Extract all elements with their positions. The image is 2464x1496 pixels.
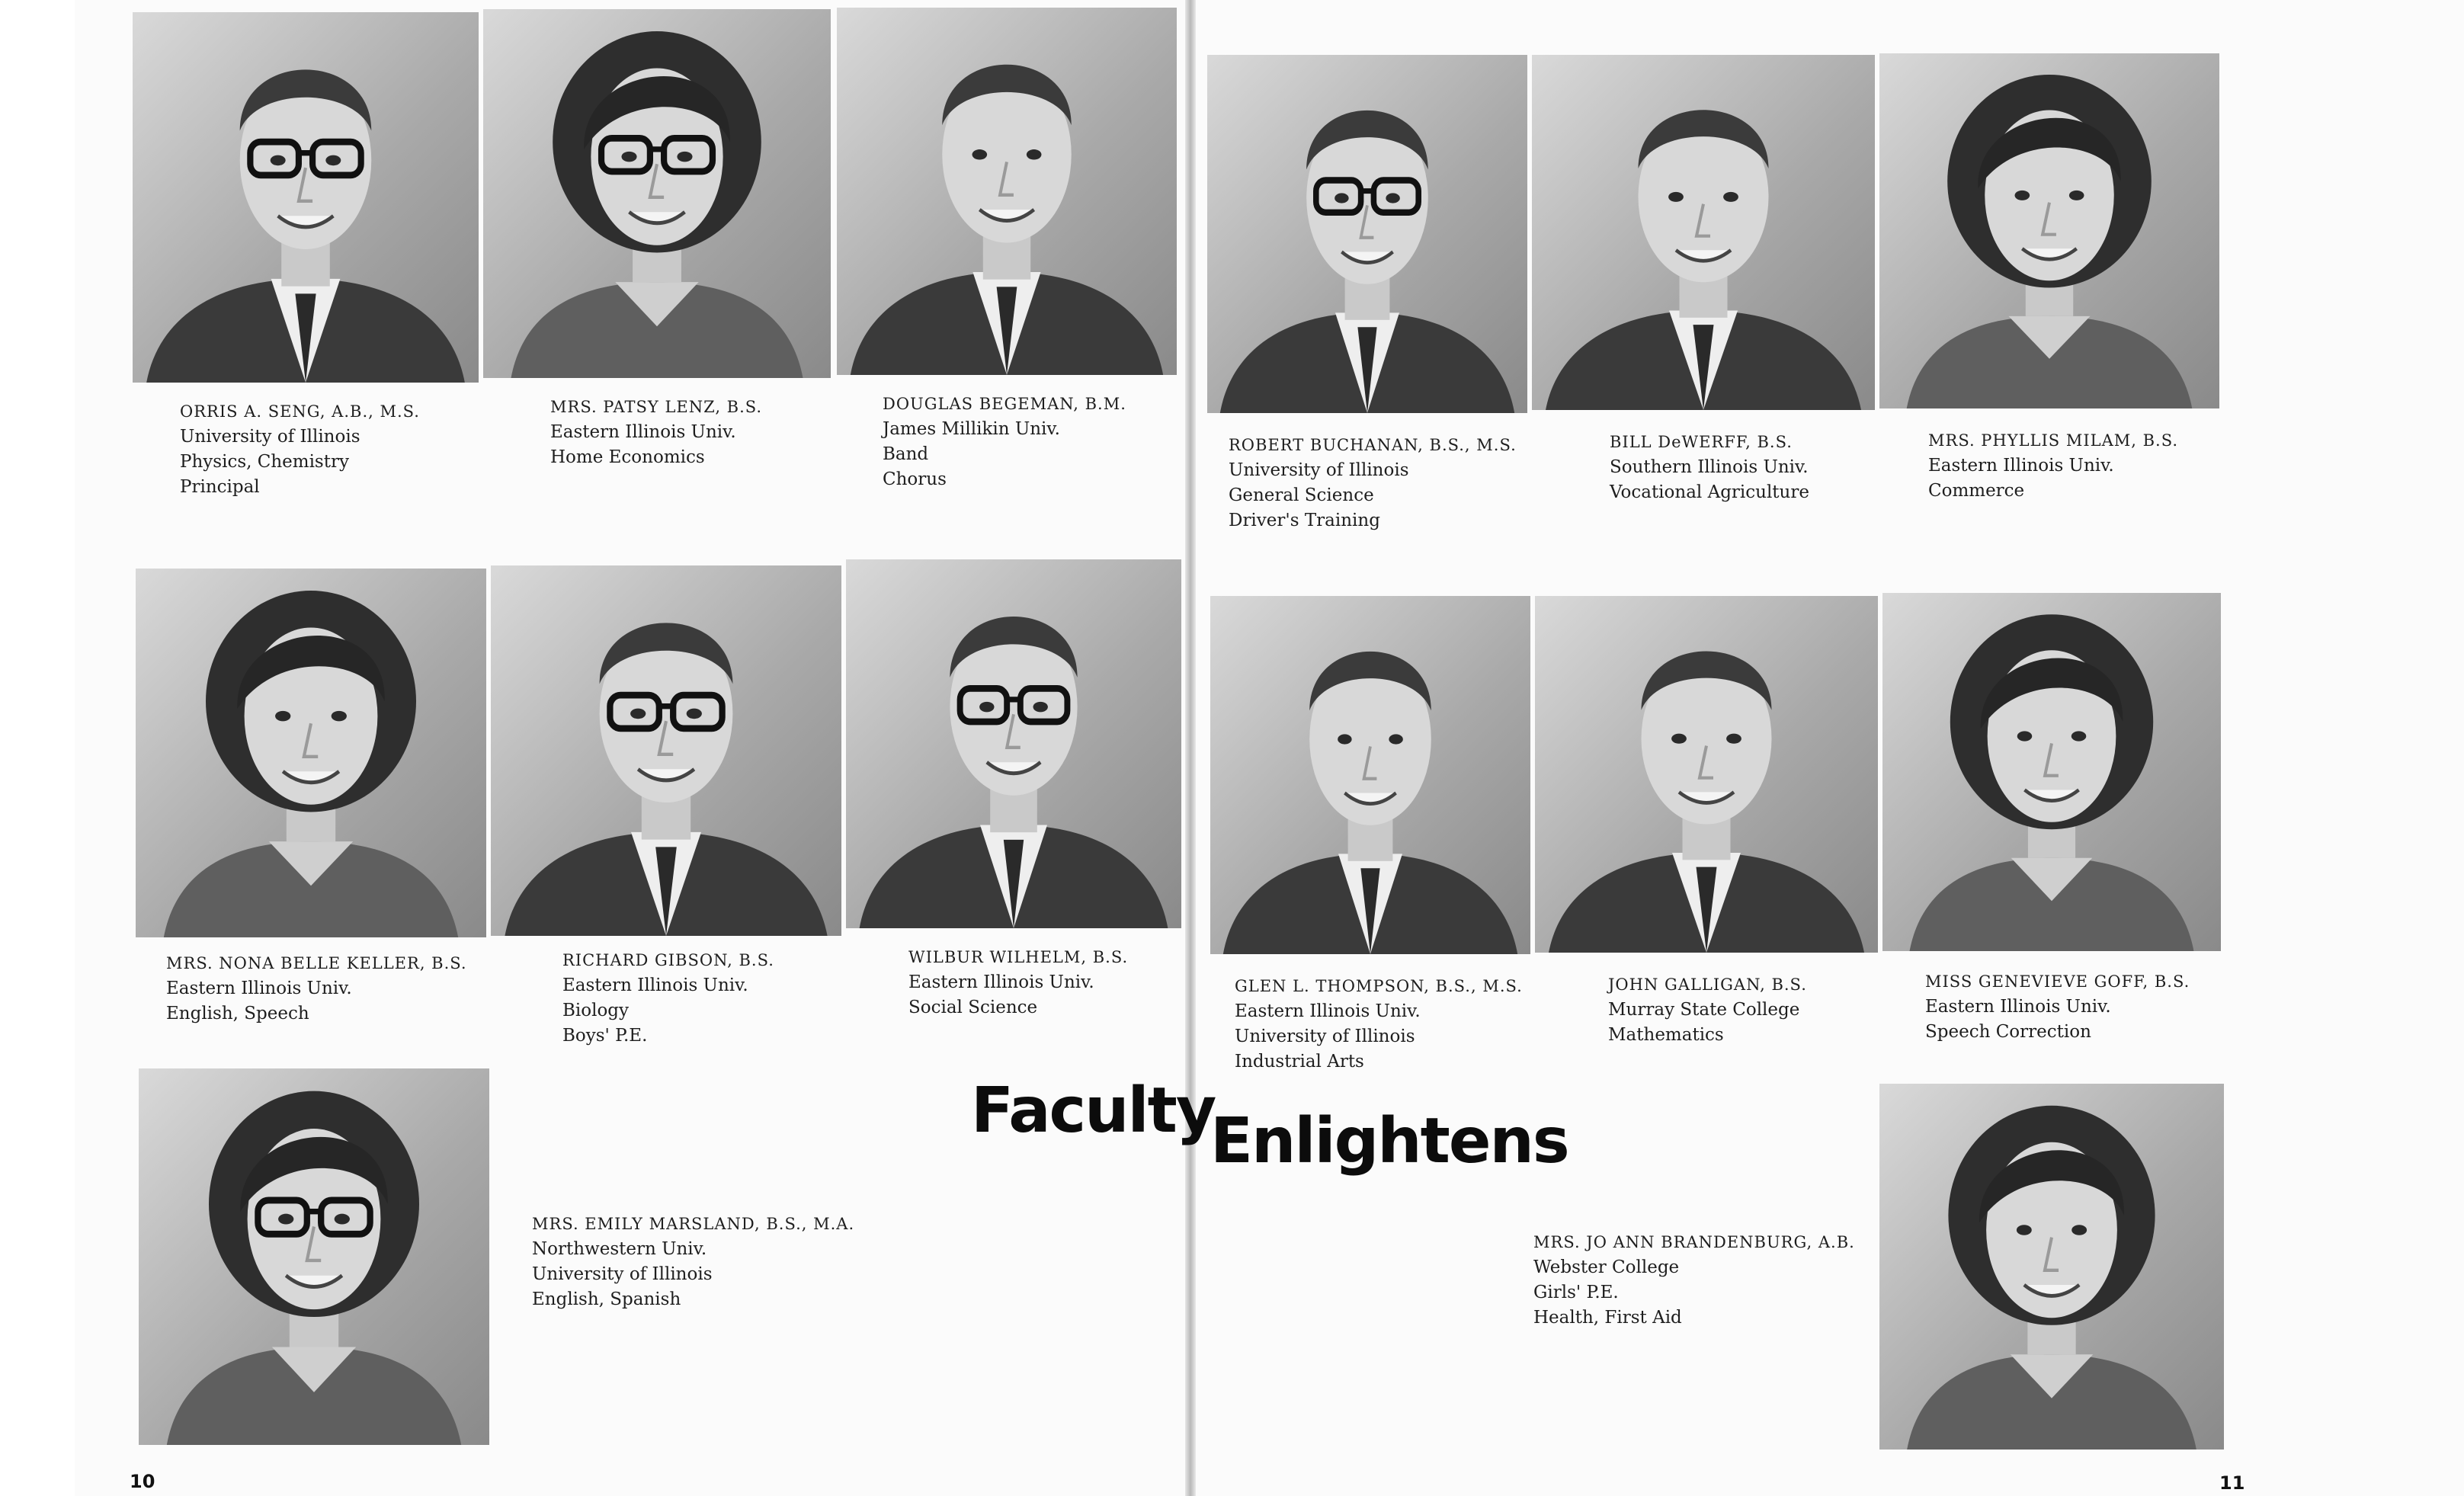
faculty-detail-line: Vocational Agriculture (1610, 482, 1809, 502)
faculty-detail-line: Speech Correction (1925, 1022, 2091, 1042)
faculty-detail-line: Eastern Illinois Univ. (1928, 456, 2114, 476)
faculty-name: MRS. PATSY LENZ, B.S. (550, 398, 763, 416)
faculty-name: MRS. JO ANN BRANDENBURG, A.B. (1533, 1233, 1855, 1251)
page-gutter (1185, 0, 1196, 1496)
faculty-detail-line: Webster College (1533, 1257, 1680, 1277)
faculty-caption (532, 1212, 854, 1312)
faculty-detail-line: University of Illinois (180, 427, 360, 447)
faculty-portrait (1535, 596, 1878, 953)
faculty-portrait (1207, 55, 1527, 413)
faculty-caption (562, 948, 774, 1049)
faculty-detail-line: Eastern Illinois Univ. (908, 972, 1094, 992)
faculty-name: MRS. NONA BELLE KELLER, B.S. (166, 954, 467, 972)
faculty-caption (1229, 433, 1517, 533)
faculty-portrait (1882, 593, 2221, 951)
faculty-caption (1608, 972, 1807, 1048)
faculty-detail-line: Principal (180, 477, 260, 497)
faculty-detail-line: Band (883, 444, 929, 464)
page-title-right: Enlightens (1210, 1105, 1568, 1177)
faculty-caption (883, 392, 1126, 492)
faculty-name: GLEN L. THOMPSON, B.S., M.S. (1235, 977, 1523, 995)
faculty-caption (908, 945, 1128, 1020)
faculty-detail-line: General Science (1229, 485, 1374, 505)
faculty-name: JOHN GALLIGAN, B.S. (1608, 975, 1807, 994)
faculty-caption (1533, 1230, 1855, 1331)
faculty-portrait (846, 559, 1181, 928)
scan-margin (0, 0, 75, 1496)
faculty-detail-line: Eastern Illinois Univ. (562, 975, 748, 995)
faculty-caption (1235, 974, 1523, 1075)
faculty-detail-line: Health, First Aid (1533, 1308, 1682, 1328)
faculty-detail-line: Eastern Illinois Univ. (550, 422, 736, 442)
faculty-name: BILL DeWERFF, B.S. (1610, 433, 1793, 451)
faculty-portrait (133, 12, 479, 383)
faculty-portrait (136, 569, 486, 937)
faculty-portrait (491, 565, 841, 936)
faculty-detail-line: Chorus (883, 469, 947, 489)
faculty-caption (1925, 969, 2190, 1045)
faculty-detail-line: English, Spanish (532, 1289, 681, 1309)
faculty-caption (1928, 428, 2178, 504)
faculty-detail-line: Mathematics (1608, 1025, 1724, 1045)
faculty-name: MRS. EMILY MARSLAND, B.S., M.A. (532, 1215, 855, 1233)
page-title-left: Faculty (971, 1075, 1216, 1147)
faculty-detail-line: English, Speech (166, 1004, 309, 1023)
faculty-portrait (1210, 596, 1530, 954)
faculty-detail-line: Southern Illinois Univ. (1610, 457, 1809, 477)
faculty-portrait (837, 8, 1177, 375)
faculty-detail-line: James Millikin Univ. (883, 419, 1060, 439)
faculty-detail-line: Social Science (908, 998, 1038, 1017)
page-number-right: 11 (2219, 1472, 2245, 1494)
faculty-portrait (139, 1068, 489, 1445)
faculty-detail-line: University of Illinois (532, 1264, 713, 1284)
faculty-caption (180, 399, 420, 500)
faculty-detail-line: Murray State College (1608, 1000, 1800, 1020)
faculty-name: MISS GENEVIEVE GOFF, B.S. (1925, 972, 2190, 991)
faculty-detail-line: University of Illinois (1229, 460, 1409, 480)
faculty-portrait (483, 9, 831, 378)
faculty-name: RICHARD GIBSON, B.S. (562, 951, 774, 969)
faculty-detail-line: Biology (562, 1001, 630, 1020)
page-number-left: 10 (130, 1471, 155, 1492)
faculty-portrait (1879, 1084, 2224, 1450)
faculty-detail-line: University of Illinois (1235, 1027, 1415, 1046)
faculty-detail-line: Driver's Training (1229, 511, 1380, 530)
faculty-detail-line: Home Economics (550, 447, 705, 467)
faculty-detail-line: Girls' P.E. (1533, 1283, 1619, 1302)
faculty-detail-line: Industrial Arts (1235, 1052, 1364, 1072)
faculty-name: DOUGLAS BEGEMAN, B.M. (883, 395, 1126, 413)
faculty-detail-line: Eastern Illinois Univ. (1925, 997, 2111, 1017)
faculty-caption (166, 951, 467, 1027)
faculty-name: MRS. PHYLLIS MILAM, B.S. (1928, 431, 2179, 450)
faculty-caption (550, 395, 762, 470)
faculty-detail-line: Eastern Illinois Univ. (1235, 1001, 1421, 1021)
faculty-detail-line: Boys' P.E. (562, 1026, 648, 1046)
faculty-detail-line: Northwestern Univ. (532, 1239, 707, 1259)
faculty-caption (1610, 430, 1809, 505)
faculty-detail-line: Commerce (1928, 481, 2025, 501)
faculty-portrait (1879, 53, 2219, 408)
faculty-detail-line: Eastern Illinois Univ. (166, 979, 352, 998)
faculty-portrait (1532, 55, 1875, 410)
faculty-name: ROBERT BUCHANAN, B.S., M.S. (1229, 436, 1517, 454)
faculty-name: ORRIS A. SENG, A.B., M.S. (180, 402, 420, 421)
faculty-detail-line: Physics, Chemistry (180, 452, 349, 472)
faculty-name: WILBUR WILHELM, B.S. (908, 948, 1129, 966)
